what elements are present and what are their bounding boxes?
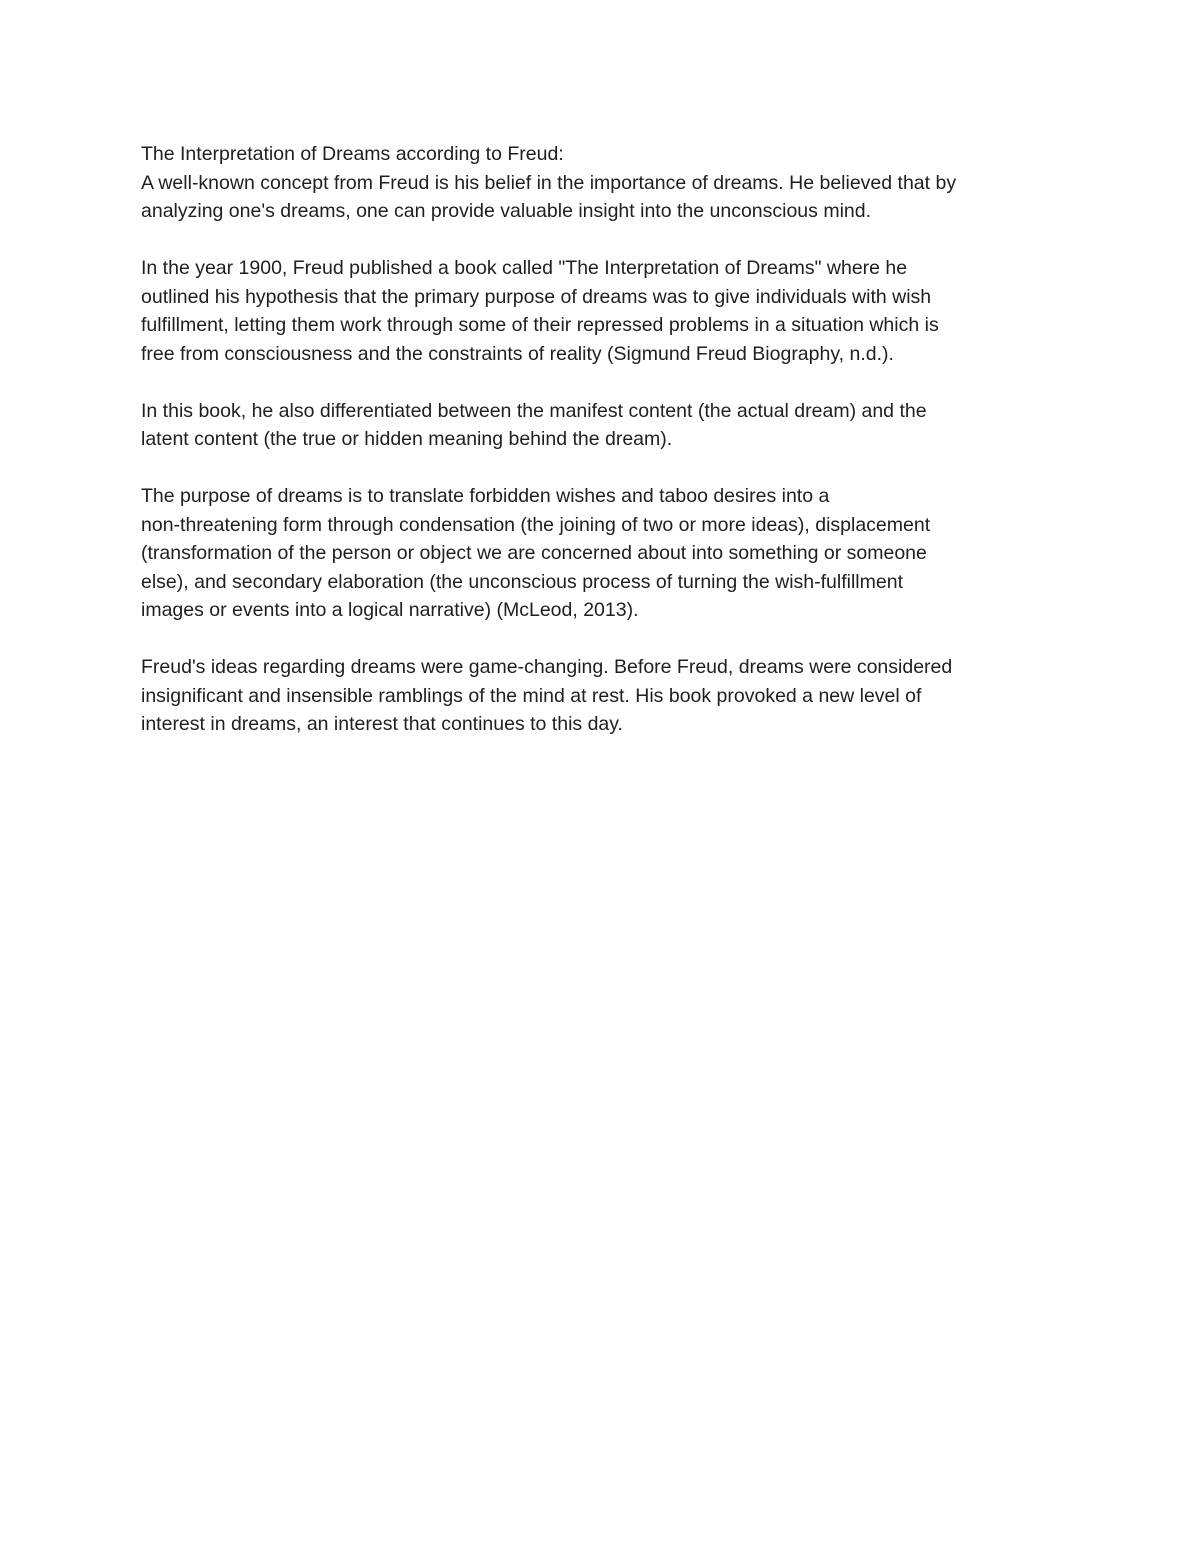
paragraph-line: fulfillment, letting them work through some of their repressed problems in a situation which is: [141, 314, 939, 336]
paragraph-purpose-of-dreams: [141, 482, 1061, 625]
paragraph-line: In this book, he also differentiated between the manifest content (the actual dream) and the: [141, 399, 927, 422]
paragraph-line: outlined his hypothesis that the primary purpose of dreams was to give individuals with wish: [141, 285, 932, 308]
paragraph-line: (transformation of the person or object we are concerned about into something or someone: [141, 542, 927, 564]
document-title: The Interpretation of Dreams according to Freud:: [141, 143, 564, 165]
paragraph-line: interest in dreams, an interest that continues to this day.: [141, 713, 623, 735]
paragraph-manifest-latent: [141, 397, 1061, 454]
paragraph-1900-publication: [141, 254, 1061, 368]
paragraph-line: images or events into a logical narrative) (McLeod, 2013).: [141, 599, 639, 621]
paragraph-line: else), and secondary elaboration (the unconscious process of turning the wish-fulfillment: [141, 570, 903, 593]
paragraph-game-changing: [141, 653, 1061, 739]
paragraph-line: analyzing one's dreams, one can provide valuable insight into the unconscious mind.: [141, 200, 872, 222]
paragraph-line: The purpose of dreams is to translate forbidden wishes and taboo desires into a: [141, 485, 830, 507]
paragraph-line: free from consciousness and the constraints of reality (Sigmund Freud Biography, n.d.).: [141, 342, 894, 365]
intro-block: [141, 140, 1061, 226]
paragraph-line: In the year 1900, Freud published a book called "The Interpretation of Dreams" where he: [141, 257, 908, 279]
paragraph-line: A well-known concept from Freud is his belief in the importance of dreams. He believed that by: [141, 171, 957, 194]
paragraph-line: Freud's ideas regarding dreams were game-changing. Before Freud, dreams were considered: [141, 656, 953, 678]
paragraph-line: latent content (the true or hidden meaning behind the dream).: [141, 428, 673, 450]
paragraph-line: insignificant and insensible ramblings of the mind at rest. His book provoked a new level of: [141, 684, 922, 707]
document-body: [141, 140, 1061, 739]
paragraph-line: non-threatening form through condensation (the joining of two or more ideas), displacement: [141, 513, 931, 536]
